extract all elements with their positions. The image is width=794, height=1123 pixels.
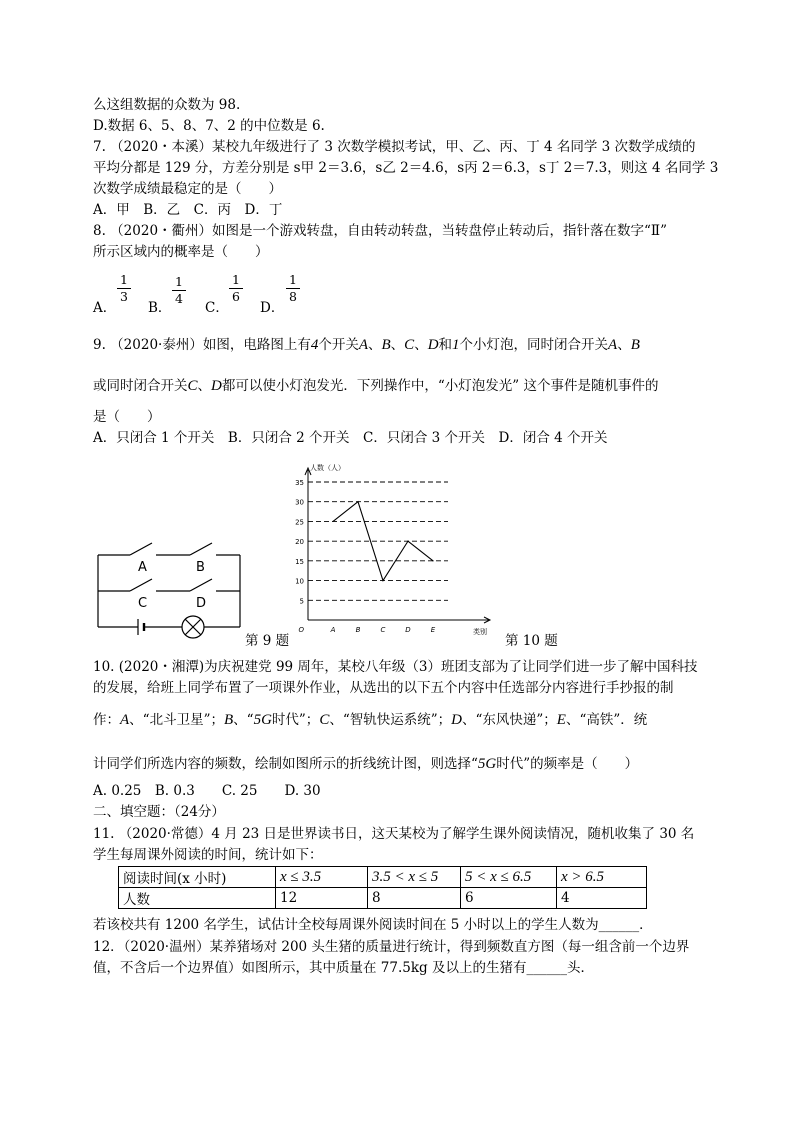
switch-label: C — [187, 378, 198, 394]
switch-label: D — [211, 378, 222, 394]
text: 作： — [93, 712, 120, 728]
y-tick-label: 25 — [295, 518, 304, 527]
x-tick-label: B — [355, 626, 361, 634]
question-10-options: A. 0.25 B. 0.3 C. 25 D. 30 — [93, 783, 321, 799]
question-7-line: 平均分都是 129 分，方差分别是 s甲 2＝3.6，s乙 2＝4.6，s丙 2＝6.3，s丁 2＝7.3，则这 4 名同学 3 — [93, 160, 719, 176]
text: 个小灯泡，同时闭合开关 — [459, 337, 609, 353]
x-tick-label: C — [380, 626, 386, 634]
question-10-line: 10. (2020・湘潭)为庆祝建党 99 周年，某校八年级（3）班团支部为了让同学们进一步了解中国科技 — [93, 659, 698, 675]
switch-d-label: D — [196, 596, 207, 611]
text: 时代”的频率是（ ） — [496, 756, 639, 772]
question-8-line: 8. （2020・衢州）如图是一个游戏转盘，自由转动转盘，当转盘停止转动后，指针落在数字“Ⅱ” — [93, 223, 668, 239]
text: 时代”； — [271, 712, 320, 728]
numerator: 1 — [232, 272, 240, 287]
switch-label: B — [630, 337, 640, 353]
table-cell: 3.5 < x ≤ 5 — [368, 867, 461, 888]
option-letter: C． — [205, 300, 229, 316]
switch-c-label: C — [138, 596, 148, 611]
text: 、“北斗卫星”； — [129, 712, 224, 728]
question-12-line: 12．（2020·温州）某养猪场对 200 头生猪的质量进行统计，得到频数直方图（每一组含前一个边界 — [93, 939, 690, 955]
fraction — [117, 273, 131, 304]
text: 、“东风快递”； — [461, 712, 557, 728]
line-chart — [278, 462, 500, 638]
question-10-line — [93, 711, 647, 729]
math-text: 5G — [477, 756, 497, 772]
table-cell: 人数 — [119, 888, 276, 909]
number: 4 — [310, 337, 319, 353]
table-cell: x > 6.5 — [557, 867, 647, 888]
option-letter: D． — [260, 300, 285, 316]
y-tick-label: 5 — [299, 597, 304, 606]
y-tick-label: 10 — [295, 577, 304, 586]
switch-a-label: A — [138, 560, 147, 575]
question-11-line: 11. （2020·常德）4 月 23 日是世界读书日，这天某校为了解学生课外阅读情况，随机收集了 30 名 — [93, 826, 695, 842]
data-point — [332, 521, 333, 522]
question-11-line: 学生每周课外阅读的时间，统计如下： — [93, 847, 323, 863]
fraction — [286, 273, 300, 304]
x-tick-label: A — [330, 626, 336, 634]
section-heading: 二、填空题：（24分） — [93, 804, 225, 820]
x-tick-label: E — [430, 626, 436, 634]
denominator: 8 — [289, 289, 297, 304]
y-tick-label: 15 — [295, 557, 304, 566]
text: 和 — [438, 337, 453, 353]
question-9-line — [93, 336, 640, 354]
fraction — [172, 275, 186, 306]
separator: 、 — [390, 337, 405, 353]
data-point — [357, 501, 358, 502]
option-label: A — [120, 712, 130, 728]
separator: 、 — [617, 337, 631, 353]
text: 、“高铁”．统 — [565, 712, 648, 728]
table-cell: 阅读时间(x 小时) — [119, 867, 276, 888]
numerator: 1 — [175, 274, 183, 289]
data-point — [432, 560, 433, 561]
math-text: 5G — [253, 712, 272, 728]
text: 、“智轨快运系统”； — [329, 712, 452, 728]
denominator: 3 — [120, 289, 128, 304]
switch-b-label: B — [196, 560, 205, 575]
table-row — [119, 888, 647, 909]
table-cell: 12 — [276, 888, 368, 909]
question-9-line: 是（ ） — [93, 409, 161, 425]
y-axis-label: 人数（人） — [310, 464, 345, 472]
table-row — [119, 867, 647, 888]
switch-label: A — [358, 337, 368, 353]
option-label: D — [451, 712, 462, 728]
text: 都可以使小灯泡发光．下列操作中，“小灯泡发光” 这个事件是随机事件的 — [221, 378, 659, 394]
option-label: B — [223, 712, 234, 728]
option-letter: B． — [148, 300, 172, 316]
question-12-line: 值，不含后一个边界值）如图所示，其中质量在 77.5kg 及以上的生猪有______头． — [93, 960, 594, 976]
text: 计同学们所选内容的频数，绘制如图所示的折线统计图，则选择“ — [93, 756, 478, 772]
data-point — [382, 580, 383, 581]
x-axis-label: 类别 — [473, 628, 487, 636]
denominator: 4 — [175, 291, 183, 306]
denominator: 6 — [232, 289, 240, 304]
text-line: D.数据 6、5、8、7、2 的中位数是 6. — [93, 118, 325, 134]
fraction — [229, 273, 243, 304]
separator: 、 — [368, 337, 382, 353]
option-letter: A． — [93, 300, 117, 316]
x-tick-label: D — [405, 626, 411, 634]
table-cell: 4 — [557, 888, 647, 909]
text: 或同时闭合开关 — [93, 378, 188, 394]
table-cell: x ≤ 3.5 — [276, 867, 368, 888]
text: 个开关 — [318, 337, 359, 353]
question-7-options: A．甲 B．乙 C．丙 D．丁 — [93, 202, 283, 218]
question-8-line: 所示区域内的概率是（ ） — [93, 244, 269, 260]
y-tick-label: 30 — [295, 498, 304, 507]
figure-9-caption: 第 9 题 — [245, 633, 290, 649]
table-cell: 5 < x ≤ 6.5 — [461, 867, 557, 888]
question-10-line — [93, 755, 638, 773]
text: 9. （2020·泰州）如图，电路图上有 — [93, 337, 311, 353]
figure-10-caption: 第 10 题 — [505, 633, 558, 649]
text-line: 么这组数据的众数为 98. — [93, 97, 241, 113]
data-point — [407, 541, 408, 542]
numerator: 1 — [289, 272, 297, 287]
switch-label: B — [381, 337, 391, 353]
question-9-line — [93, 377, 658, 395]
switch-label: C — [404, 337, 415, 353]
separator: 、 — [197, 378, 212, 394]
option-label: E — [556, 712, 566, 728]
table-cell: 8 — [368, 888, 461, 909]
reading-time-table — [118, 866, 647, 909]
separator: 、 — [414, 337, 428, 353]
question-7-line: 7. （2020・本溪）某校九年级进行了 3 次数学模拟考试，甲、乙、丙、丁 4 名同学 3 次数学成绩的 — [93, 139, 696, 155]
table-cell: 6 — [461, 888, 557, 909]
origin-label: O — [298, 626, 304, 634]
question-11-line: 若该校共有 1200 名学生，试估计全校每周课外阅读时间在 5 小时以上的学生人数为______． — [93, 917, 653, 933]
number: 1 — [452, 337, 460, 353]
question-10-line: 的发展，给班上同学布置了一项课外作业，从选出的以下五个内容中任选部分内容进行手抄报的制 — [93, 680, 674, 696]
text: 、“ — [233, 712, 254, 728]
numerator: 1 — [120, 272, 128, 287]
switch-label: A — [608, 337, 618, 353]
y-tick-label: 35 — [295, 479, 304, 487]
y-tick-label: 20 — [295, 538, 304, 547]
question-7-line: 次数学成绩最稳定的是（ ） — [93, 181, 282, 197]
switch-label: D — [427, 337, 439, 353]
option-label: C — [319, 712, 330, 728]
question-9-options: A．只闭合 1 个开关 B．只闭合 2 个开关 C．只闭合 3 个开关 D．闭合 4 个开关 — [93, 430, 608, 446]
